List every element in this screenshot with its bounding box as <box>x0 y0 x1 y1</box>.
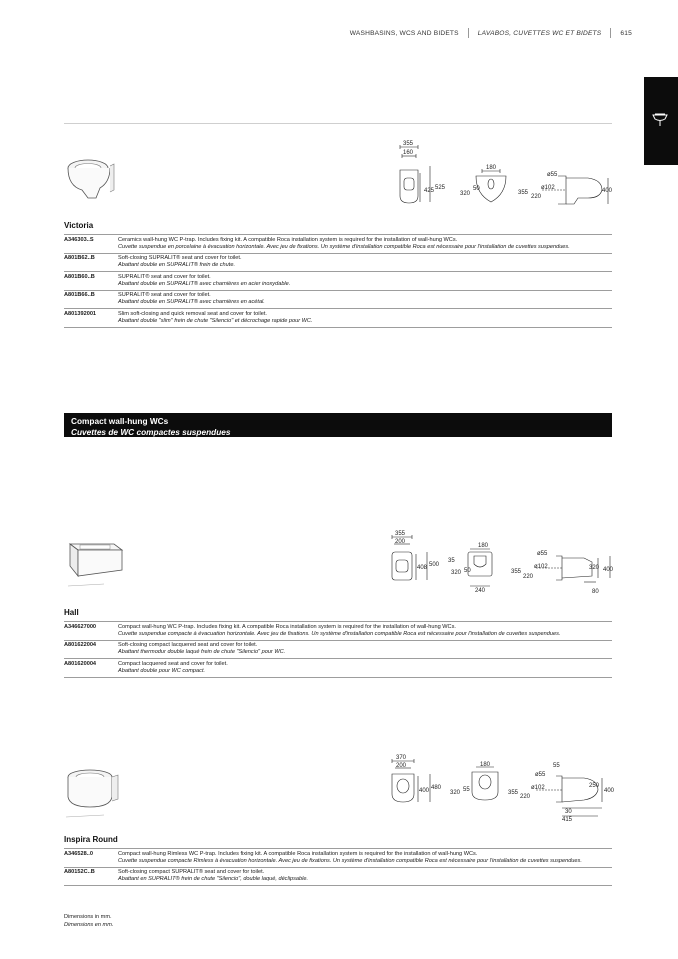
dim-label: ø102 <box>531 785 545 791</box>
spec-table-hall <box>64 621 612 678</box>
description-en: Slim soft-closing and quick removal seat and cover for toilet. <box>118 310 267 317</box>
section-banner <box>64 413 612 437</box>
dim-label: ø102 <box>534 564 548 570</box>
product-description <box>118 867 612 886</box>
table-row <box>64 659 612 678</box>
dim-label: 30 <box>565 809 572 815</box>
product-description <box>118 659 612 678</box>
dim-label: 400 <box>604 788 615 794</box>
description-en: SUPRALIT® seat and cover for toilet. <box>118 292 211 298</box>
spec-table-inspira-round <box>64 848 612 886</box>
product-code: A801392001 <box>64 309 118 328</box>
product-code: A346627000 <box>64 622 118 641</box>
product-code: A801B60..B <box>64 272 118 291</box>
dim-label: 425 <box>424 188 435 194</box>
dim-label: 50 <box>464 568 471 574</box>
description-fr: Abattant thermodur double laqué frein de chute "Silencio" pour WC. <box>118 649 286 655</box>
product-description <box>118 272 612 291</box>
description-fr: Abattant double en SUPRALIT® avec charnières en acétal. <box>118 299 265 305</box>
dim-label: 320 <box>589 565 600 571</box>
dim-label: 355 <box>395 531 406 537</box>
product-image-victoria <box>64 152 122 202</box>
dim-label: 200 <box>396 763 407 769</box>
washbasin-icon <box>652 113 668 127</box>
product-description <box>118 290 612 309</box>
description-fr: Cuvette suspendue en porcelaine à évacuation horizontale. Avec jeu de fixations. Un système d'installation compatible Roca est nécessaire pour l'installation de cuvettes suspendues. <box>118 243 570 250</box>
product-description <box>118 640 612 659</box>
description-fr: Abattant double en SUPRALIT® frein de chute. <box>118 262 235 268</box>
dim-label: 400 <box>419 788 430 794</box>
dim-label: ø55 <box>537 551 548 557</box>
dim-label: 55 <box>553 763 560 769</box>
dim-label: 180 <box>486 165 497 171</box>
header-title-en: WASHBASINS, WCS AND BIDETS <box>349 29 459 37</box>
dim-label: 220 <box>523 574 534 580</box>
spec-table-victoria <box>64 234 612 328</box>
product-code: A801B62..B <box>64 253 118 272</box>
table-row <box>64 849 612 868</box>
dim-label: 80 <box>592 589 599 595</box>
product-description <box>118 253 612 272</box>
product-code: A346303..S <box>64 235 118 254</box>
dim-label: 240 <box>475 588 486 594</box>
dim-label: 180 <box>478 543 489 549</box>
dim-label: 35 <box>448 558 455 564</box>
product-image-hall <box>64 536 130 592</box>
table-row <box>64 272 612 291</box>
description-en: Soft-closing SUPRALIT® seat and cover for toilet. <box>118 255 242 261</box>
description-en: Soft-closing compact SUPRALIT® seat and cover for toilet. <box>118 869 265 875</box>
dim-label: 220 <box>531 194 542 200</box>
page-header <box>350 28 632 38</box>
product-image-inspira-round <box>64 763 126 821</box>
top-view <box>472 767 498 800</box>
dim-label: 480 <box>431 785 442 791</box>
dim-label: 55 <box>463 787 470 793</box>
dim-label: 525 <box>435 185 446 191</box>
top-view <box>476 169 506 202</box>
table-row <box>64 253 612 272</box>
dim-label: 200 <box>395 539 406 545</box>
chapter-tab[interactable] <box>644 77 678 165</box>
dim-label: 370 <box>396 755 407 761</box>
section-rule <box>64 123 612 124</box>
dim-label: 355 <box>508 790 519 796</box>
page-number: 615 <box>620 29 632 37</box>
footnote <box>64 913 113 929</box>
product-description <box>118 849 612 868</box>
table-row <box>64 290 612 309</box>
table-row <box>64 235 612 254</box>
product-description <box>118 235 612 254</box>
footnote-en: Dimensions in mm. <box>64 914 112 920</box>
description-en: Ceramics wall-hung WC P-trap. Includes fixing kit. A compatible Roca installation system is required for the installation of wall-hung WCs. <box>118 236 458 243</box>
product-description <box>118 622 612 641</box>
dim-label: ø55 <box>547 172 558 178</box>
dim-label: 355 <box>511 569 522 575</box>
dim-label: 220 <box>520 794 531 800</box>
dim-label: 320 <box>451 570 462 576</box>
dim-label: 250 <box>589 783 600 789</box>
description-en: SUPRALIT® seat and cover for toilet. <box>118 273 211 280</box>
table-row <box>64 867 612 886</box>
dim-label: 320 <box>450 790 461 796</box>
dim-label: 400 <box>602 188 613 194</box>
description-en: Compact lacquered seat and cover for toilet. <box>118 660 228 667</box>
description-fr: Cuvette suspendue compacte à évacuation horizontale. Avec jeu de fixations. Un système d'installation compatible Roca est nécessaire pour l'installation de cuvettes suspendues. <box>118 630 561 637</box>
description-fr: Abattant double en SUPRALIT® avec charnières en acier inoxydable. <box>118 280 291 287</box>
dim-label: 355 <box>403 141 414 147</box>
description-fr: Abattant double pour WC compact. <box>118 667 206 674</box>
dim-label: 400 <box>603 567 614 573</box>
footnote-fr: Dimensions en mm. <box>64 922 114 928</box>
section-title-en: Compact wall-hung WCs <box>71 416 169 426</box>
header-divider <box>610 28 611 38</box>
description-en: Compact wall-hung WC P-trap. Includes fixing kit. A compatible Roca installation system is required for the installation of wall-hung WCs. <box>118 623 456 630</box>
table-row <box>64 622 612 641</box>
product-code: A801620004 <box>64 659 118 678</box>
description-en: Soft-closing compact lacquered seat and cover for toilet. <box>118 642 258 648</box>
description-fr: Cuvette suspendue compacte Rimless à évacuation horizontale. Avec jeu de fixations. Un système d'installation compatible Roca est nécessaire pour l'installation de cuvettes suspendues. <box>118 857 582 864</box>
product-code: A80152C..B <box>64 867 118 886</box>
product-title-inspira-round: Inspira Round <box>64 835 118 844</box>
technical-drawing-hall <box>386 528 618 598</box>
dim-label: 500 <box>429 562 440 568</box>
dim-label: 415 <box>562 817 573 823</box>
header-title-fr: LAVABOS, CUVETTES WC ET BIDETS <box>477 29 602 37</box>
table-row <box>64 640 612 659</box>
dim-label: 320 <box>460 191 471 197</box>
product-code: A346528..0 <box>64 849 118 868</box>
product-title-hall: Hall <box>64 608 79 617</box>
section-title-fr: Cuvettes de WC compactes suspendues <box>71 427 231 437</box>
dim-label: 408 <box>417 565 428 571</box>
product-code: A801622004 <box>64 640 118 659</box>
table-row <box>64 309 612 328</box>
dim-label: 50 <box>473 186 480 192</box>
top-view <box>468 549 492 586</box>
description-fr: Abattant double "slim" frein de chute "Silencio" et décrochage rapide pour WC. <box>118 317 313 324</box>
technical-drawing-inspira-round <box>386 752 618 824</box>
product-code: A801B66..B <box>64 290 118 309</box>
product-description <box>118 309 612 328</box>
description-fr: Abattant en SUPRALIT® frein de chute "Silencio", double laqué, déclipsable. <box>118 876 309 882</box>
dim-label: 355 <box>518 190 529 196</box>
dim-label: ø55 <box>535 772 546 778</box>
technical-drawing-victoria <box>388 138 616 212</box>
dim-label: 180 <box>480 762 491 768</box>
product-title-victoria: Victoria <box>64 221 94 230</box>
dim-label: 160 <box>403 150 414 156</box>
dim-label: ø102 <box>541 185 555 191</box>
header-divider <box>468 28 469 38</box>
description-en: Compact wall-hung Rimless WC P-trap. Includes fixing kit. A compatible Roca installation system is required for the installation of wall-hung WCs. <box>118 850 478 857</box>
